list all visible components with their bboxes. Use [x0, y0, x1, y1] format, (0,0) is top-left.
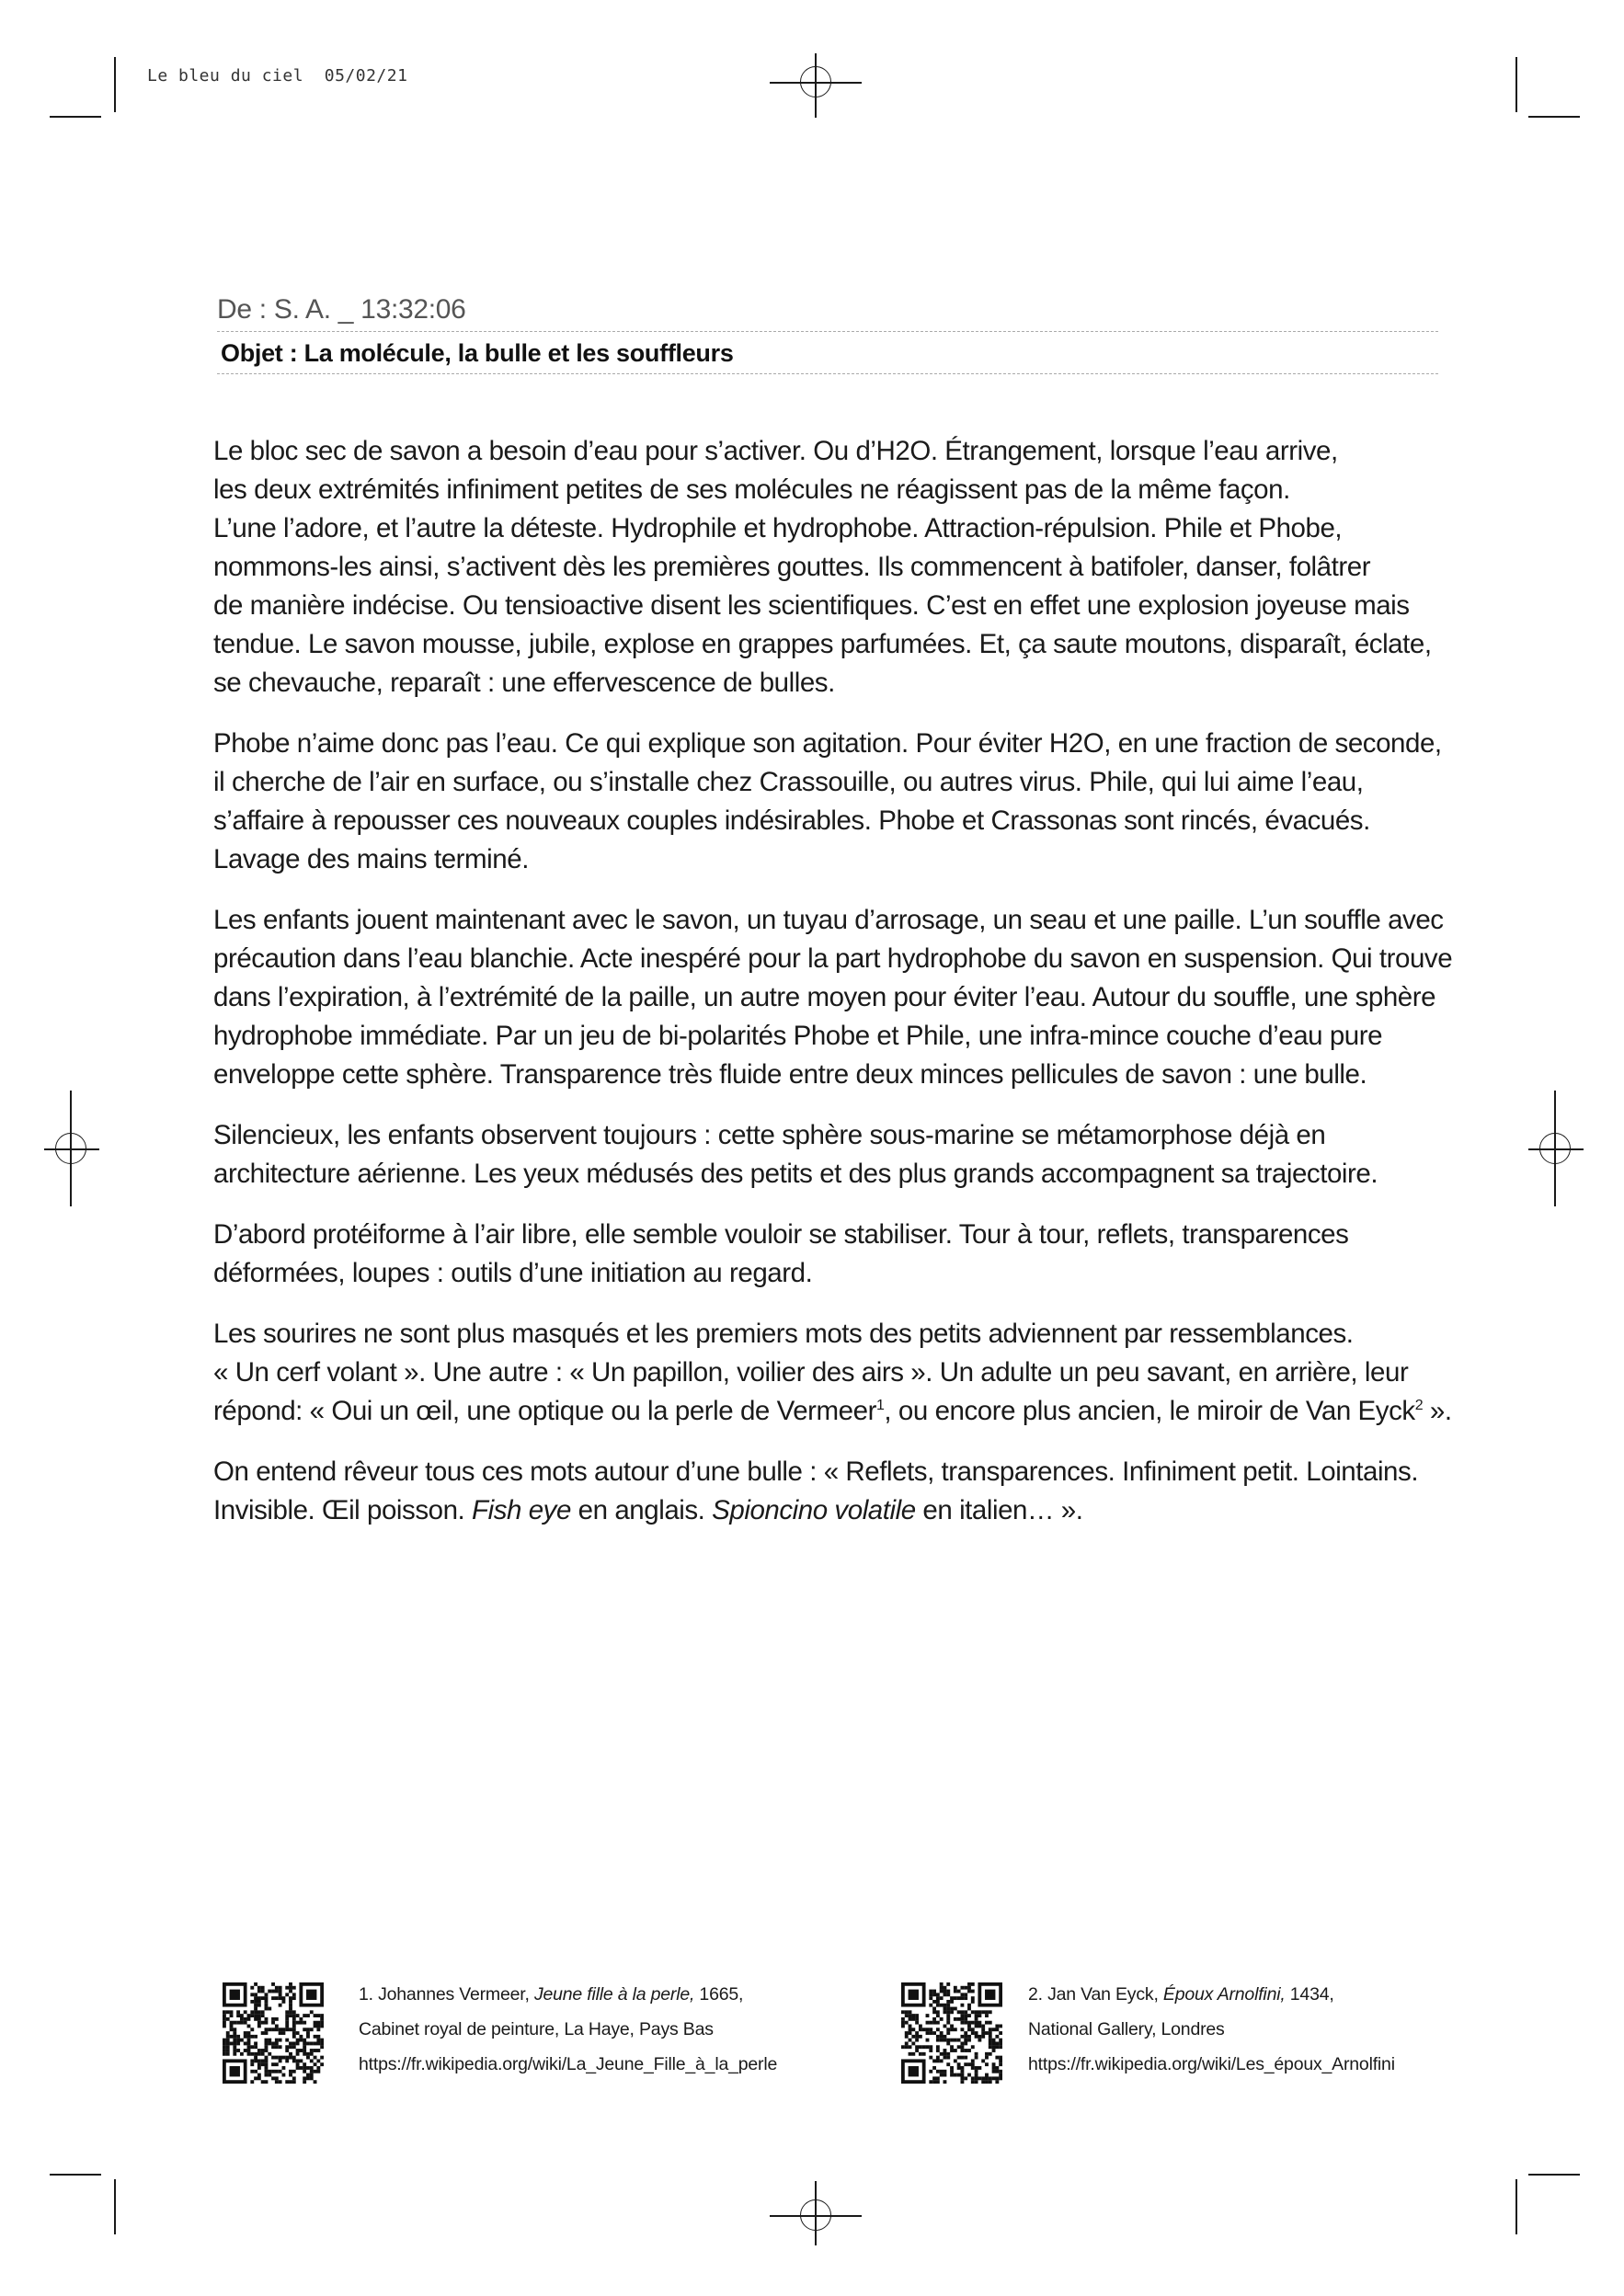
text-run: architecture aérienne. Les yeux médusés des petits et des plus grands accompagnent sa trajectoire. — [213, 1159, 1378, 1189]
text-line — [213, 1453, 1501, 1491]
text-run: On entend rêveur tous ces mots autour d’une bulle : « Reflets, transparences. Infiniment petit. Lointains. — [213, 1456, 1419, 1487]
italic-text: Spioncino volatile — [712, 1495, 916, 1525]
footnote-ref: 2 — [1414, 1398, 1424, 1414]
text-line — [213, 1254, 1501, 1293]
footnote-2 — [1028, 1977, 1395, 2082]
registration-mark-line — [44, 1148, 99, 1150]
text-run: s’affaire à repousser ces nouveaux couples indésirables. Phobe et Crassonas sont rincés, évacués. — [213, 805, 1370, 836]
text-run: nommons-les ainsi, s’activent dès les premières gouttes. Ils commencent à batifoler, danser, folâtrer — [213, 552, 1371, 582]
italic-text: Époux Arnolfini, — [1162, 1984, 1286, 2005]
text-run: hydrophobe immédiate. Par un jeu de bi-polarités Phobe et Phile, une infra-mince couche d’eau pure — [213, 1021, 1383, 1051]
text-line — [213, 1017, 1501, 1056]
text-line — [213, 1216, 1501, 1254]
crop-mark — [114, 57, 116, 112]
email-header — [217, 294, 1438, 374]
email-body — [213, 432, 1501, 1552]
text-run: déformées, loupes : outils d’une initiation au regard. — [213, 1258, 813, 1288]
text-run: précaution dans l’eau blanchie. Acte inespéré pour la part hydrophobe du savon en suspension. Qui trouve — [213, 943, 1453, 974]
text-run: en anglais. — [570, 1495, 713, 1525]
text-run: 1665, — [694, 1984, 744, 2005]
crop-mark — [50, 116, 101, 118]
text-run: L’une l’adore, et l’autre la déteste. Hydrophile et hydrophobe. Attraction-répulsion. Phile et Phobe, — [213, 513, 1343, 543]
paragraph — [213, 901, 1501, 1094]
crop-mark — [1515, 57, 1517, 112]
text-line — [213, 548, 1501, 587]
text-line — [359, 2047, 777, 2082]
crop-mark — [50, 2174, 101, 2176]
text-run: D’abord protéiforme à l’air libre, elle semble vouloir se stabiliser. Tour à tour, reflets, transparences — [213, 1219, 1349, 1250]
text-line — [213, 901, 1501, 940]
registration-mark-line — [1528, 1148, 1584, 1150]
text-line — [359, 1977, 777, 2012]
text-run: Cabinet royal de peinture, La Haye, Pays Bas — [359, 2019, 714, 2039]
slug-date: 05/02/21 — [324, 66, 408, 86]
text-run: Phobe n’aime donc pas l’eau. Ce qui explique son agitation. Pour éviter H2O, en une fraction de seconde, — [213, 728, 1442, 759]
text-run: tendue. Le savon mousse, jubile, explose en grappes parfumées. Et, ça saute moutons, disparaît, éclate, — [213, 629, 1432, 659]
text-line — [213, 1116, 1501, 1155]
text-run: Les sourires ne sont plus masqués et les premiers mots des petits adviennent par ressemblances. — [213, 1319, 1354, 1349]
registration-mark-line — [70, 1091, 72, 1206]
crop-mark — [1528, 2174, 1580, 2176]
text-line — [213, 725, 1501, 763]
text-line — [213, 1392, 1501, 1431]
print-slug — [147, 66, 407, 86]
text-line — [213, 763, 1501, 802]
crop-mark — [1528, 116, 1580, 118]
text-run: les deux extrémités infiniment petites de ses molécules ne réagissent pas de la même façon. — [213, 474, 1290, 505]
paragraph — [213, 1315, 1501, 1431]
registration-mark-line — [815, 2181, 817, 2245]
text-line — [1028, 1977, 1395, 2012]
footnote-1 — [359, 1977, 777, 2082]
text-line — [213, 432, 1501, 471]
crop-mark — [1515, 2179, 1517, 2234]
text-line — [213, 940, 1501, 978]
text-run: National Gallery, Londres — [1028, 2019, 1225, 2039]
text-run: 2. Jan Van Eyck, — [1028, 1984, 1163, 2005]
footnote-ref: 1 — [875, 1398, 885, 1414]
text-line — [1028, 2047, 1395, 2082]
text-line — [213, 625, 1501, 664]
paragraph — [213, 432, 1501, 703]
text-run: enveloppe cette sphère. Transparence très fluide entre deux minces pellicules de savon : une bulle. — [213, 1059, 1367, 1090]
text-line — [213, 802, 1501, 840]
text-run: « Un cerf volant ». Une autre : « Un papillon, voilier des airs ». Un adulte un peu savant, en arrière, leur — [213, 1357, 1409, 1388]
text-line — [213, 978, 1501, 1017]
text-run: Le bloc sec de savon a besoin d’eau pour s’activer. Ou d’H2O. Étrangement, lorsque l’eau arrive, — [213, 436, 1338, 466]
qr-code — [901, 1982, 1002, 2084]
italic-text: Fish eye — [472, 1495, 571, 1525]
text-run: répond: « Oui un œil, une optique ou la perle de Vermeer — [213, 1396, 876, 1426]
email-subject: Objet : La molécule, la bulle et les souffleurs — [217, 332, 1438, 374]
paragraph — [213, 1116, 1501, 1194]
text-run: en italien… ». — [915, 1495, 1083, 1525]
paragraph — [213, 725, 1501, 879]
text-run: Les enfants jouent maintenant avec le savon, un tuyau d’arrosage, un seau et une paille. L’un souffle avec — [213, 905, 1444, 935]
text-line — [359, 2012, 777, 2047]
text-line — [213, 471, 1501, 509]
text-line — [213, 1056, 1501, 1094]
text-run: Silencieux, les enfants observent toujours : cette sphère sous-marine se métamorphose déjà en — [213, 1120, 1326, 1150]
text-run: ». — [1423, 1396, 1452, 1426]
text-run: se chevauche, reparaît : une effervescence de bulles. — [213, 668, 835, 698]
paragraph — [213, 1216, 1501, 1293]
text-run: https://fr.wikipedia.org/wiki/Les_époux_Arnolfini — [1028, 2054, 1395, 2074]
email-from: De : S. A. _ 13:32:06 — [217, 294, 1438, 332]
text-run: 1434, — [1285, 1984, 1334, 2005]
text-line — [213, 1491, 1501, 1530]
text-run: , ou encore plus ancien, le miroir de Van Eyck — [884, 1396, 1415, 1426]
qr-code — [223, 1982, 324, 2084]
text-line — [213, 587, 1501, 625]
text-line — [1028, 2012, 1395, 2047]
text-run: il cherche de l’air en surface, ou s’installe chez Crassouille, ou autres virus. Phile, qui lui aime l’eau, — [213, 767, 1364, 797]
paragraph — [213, 1453, 1501, 1530]
text-run: Lavage des mains terminé. — [213, 844, 529, 874]
text-run: https://fr.wikipedia.org/wiki/La_Jeune_Fille_à_la_perle — [359, 2054, 778, 2074]
text-line — [213, 1354, 1501, 1392]
text-line — [213, 664, 1501, 703]
crop-mark — [114, 2179, 116, 2234]
text-run: Invisible. Œil poisson. — [213, 1495, 473, 1525]
slug-title: Le bleu du ciel — [147, 66, 304, 86]
text-line — [213, 840, 1501, 879]
text-run: 1. Johannes Vermeer, — [359, 1984, 534, 2005]
registration-mark-line — [815, 53, 817, 118]
italic-text: Jeune fille à la perle, — [533, 1984, 695, 2005]
text-run: dans l’expiration, à l’extrémité de la paille, un autre moyen pour éviter l’eau. Autour du souffle, une sphère — [213, 982, 1436, 1012]
registration-mark-line — [1554, 1091, 1556, 1206]
text-run: de manière indécise. Ou tensioactive disent les scientifiques. C’est en effet une explosion joyeuse mais — [213, 590, 1410, 621]
text-line — [213, 509, 1501, 548]
text-line — [213, 1155, 1501, 1194]
text-line — [213, 1315, 1501, 1354]
